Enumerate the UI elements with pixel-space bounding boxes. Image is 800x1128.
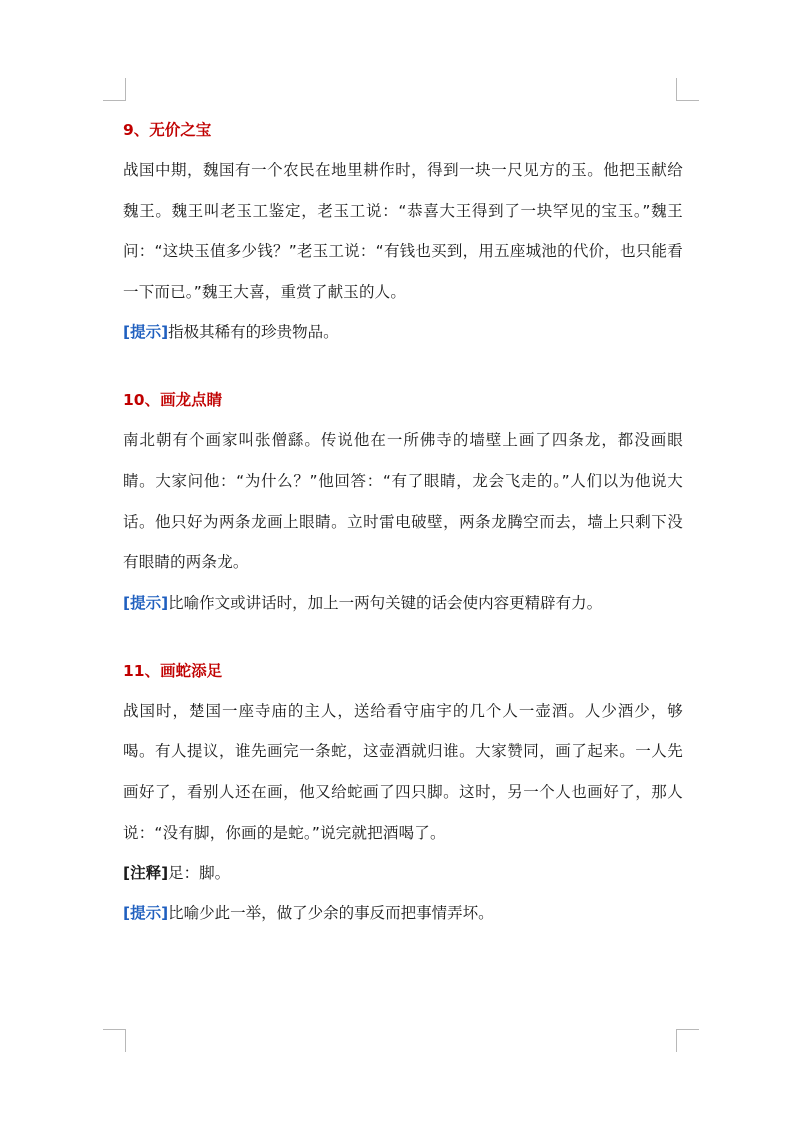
hint-label: [提示]	[123, 593, 169, 612]
hint-line	[123, 312, 683, 352]
section-body: 战国中期，魏国有一个农民在地里耕作时，得到一块一尺见方的玉。他把玉献给魏王。魏王叫老玉工鉴定，老玉工说：“恭喜大王得到了一块罕见的宝玉。”魏王问：“这块玉值多少钱？”老玉工说：“有钱也买到，用五座城池的代价，也只能看一下而已。”魏王大喜，重赏了献玉的人。	[123, 161, 683, 301]
annotation-text: 足：脚。	[168, 864, 231, 883]
hint-text: 比喻作文或讲话时，加上一两句关键的话会使内容更精辟有力。	[168, 593, 603, 612]
section-heading: 9、无价之宝	[123, 121, 212, 139]
annotation-label: [注释]	[123, 864, 169, 883]
section-heading: 11、画蛇添足	[123, 661, 223, 680]
annotation-line	[123, 853, 683, 893]
section-body: 战国时，楚国一座寺庙的主人，送给看守庙宇的几个人一壶酒。人少酒少，够喝。有人提议，谁先画完一条蛇，这壶酒就归谁。大家赞同，画了起来。一人先画好了，看别人还在画，他又给蛇画了四只脚。这时，另一个人也画好了，那人说：“没有脚，你画的是蛇。”说完就把酒喝了。	[123, 701, 683, 842]
crop-mark-bottom-left	[103, 1029, 126, 1052]
hint-line	[123, 583, 683, 623]
hint-line	[123, 893, 683, 933]
idiom-section	[123, 110, 683, 352]
hint-text: 指极其稀有的珍贵物品。	[168, 323, 339, 342]
document-body	[123, 110, 683, 933]
section-body: 南北朝有个画家叫张僧繇。传说他在一所佛寺的墙壁上画了四条龙，都没画眼睛。大家问他：“为什么？”他回答：“有了眼睛，龙会飞走的。”人们以为他说大话。他只好为两条龙画上眼睛。立时雷电破壁，两条龙腾空而去，墙上只剩下没有眼睛的两条龙。	[123, 431, 683, 572]
hint-label: [提示]	[123, 323, 169, 342]
section-heading: 10、画龙点睛	[123, 391, 223, 410]
idiom-section	[123, 651, 683, 933]
crop-mark-top-left	[103, 78, 126, 101]
hint-text: 比喻少此一举，做了少余的事反而把事情弄坏。	[168, 904, 494, 923]
crop-mark-top-right	[676, 78, 699, 101]
crop-mark-bottom-right	[676, 1029, 699, 1052]
hint-label: [提示]	[123, 904, 169, 923]
idiom-section	[123, 380, 683, 622]
